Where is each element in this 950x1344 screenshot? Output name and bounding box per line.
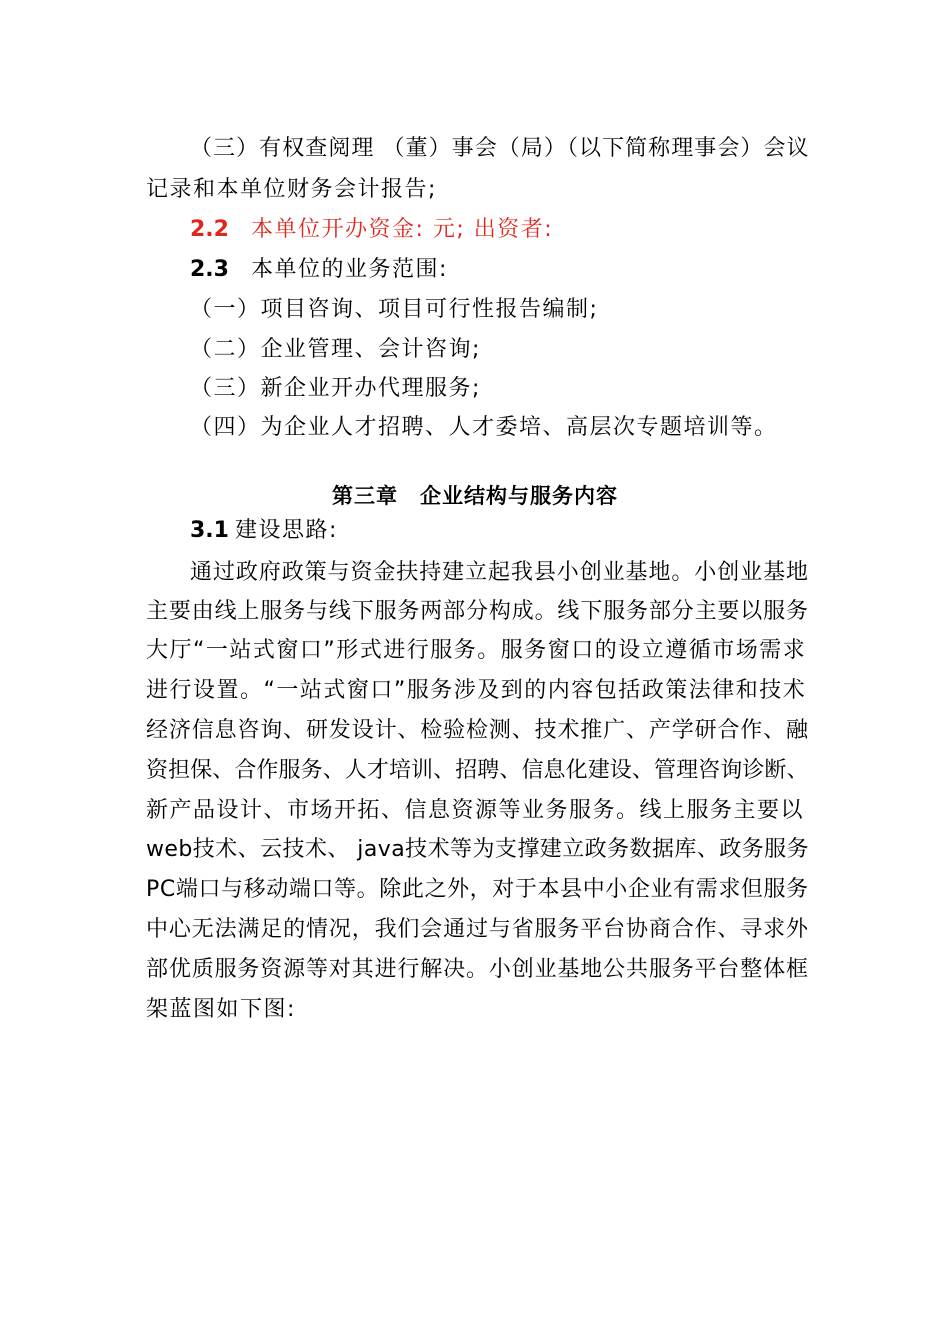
section-2-3-text: 本单位的业务范围:	[250, 257, 448, 282]
section-2-2-text: 本单位开办资金: 元; 出资者:	[250, 217, 554, 242]
section-2-3-number: 2.3	[190, 257, 229, 282]
paragraph-line-7: 新产品设计、市场开拓、信息资源等业务服务。线上服务主要以	[146, 798, 805, 823]
section-3-1	[190, 517, 338, 545]
rights-line-2: 记录和本单位财务会计报告;	[146, 177, 437, 202]
paragraph-line-6: 资担保、合作服务、人才培训、招聘、信息化建设、管理咨询诊断、	[146, 758, 809, 783]
paragraph-line-11: 部优质服务资源等对其进行解决。小创业基地公共服务平台整体框	[146, 957, 809, 982]
paragraph-line-8: web技术、云技术、 java技术等为支撑建立政务数据库、政务服务	[146, 837, 810, 862]
section-2-2	[190, 216, 553, 244]
section-3-1-text: 建设思路:	[234, 518, 338, 543]
scope-item-1: （一）项目咨询、项目可行性报告编制;	[190, 297, 599, 322]
scope-item-2: （二）企业管理、会计咨询;	[190, 337, 481, 362]
paragraph-line-4: 进行设置。“一站式窗口”服务涉及到的内容包括政策法律和技术	[146, 678, 807, 703]
paragraph-line-5: 经济信息咨询、研发设计、检验检测、技术推广、产学研合作、融	[146, 718, 809, 743]
scope-item-4: （四）为企业人才招聘、人才委培、高层次专题培训等。	[190, 415, 778, 440]
section-2-3	[190, 256, 448, 284]
rights-line-1: （三）有权查阅理 （董）事会（局）（以下简称理事会）会议	[190, 136, 810, 161]
paragraph-line-1: 通过政府政策与资金扶持建立起我县小创业基地。小创业基地	[190, 560, 809, 585]
paragraph-line-9: PC端口与移动端口等。除此之外，对于本县中小企业有需求但服务	[146, 877, 809, 902]
paragraph-line-12: 架蓝图如下图:	[146, 997, 296, 1022]
scope-item-3: （三）新企业开办代理服务;	[190, 376, 481, 401]
chapter-3-title: 第三章 企业结构与服务内容	[332, 484, 618, 508]
paragraph-line-10: 中心无法满足的情况，我们会通过与省服务平台协商合作、寻求外	[146, 917, 809, 942]
paragraph-line-3: 大厅“一站式窗口”形式进行服务。服务窗口的设立遵循市场需求	[146, 638, 807, 663]
section-3-1-number: 3.1	[190, 518, 229, 543]
paragraph-line-2: 主要由线上服务与线下服务两部分构成。线下服务部分主要以服务	[146, 599, 809, 624]
section-2-2-number: 2.2	[190, 217, 229, 242]
